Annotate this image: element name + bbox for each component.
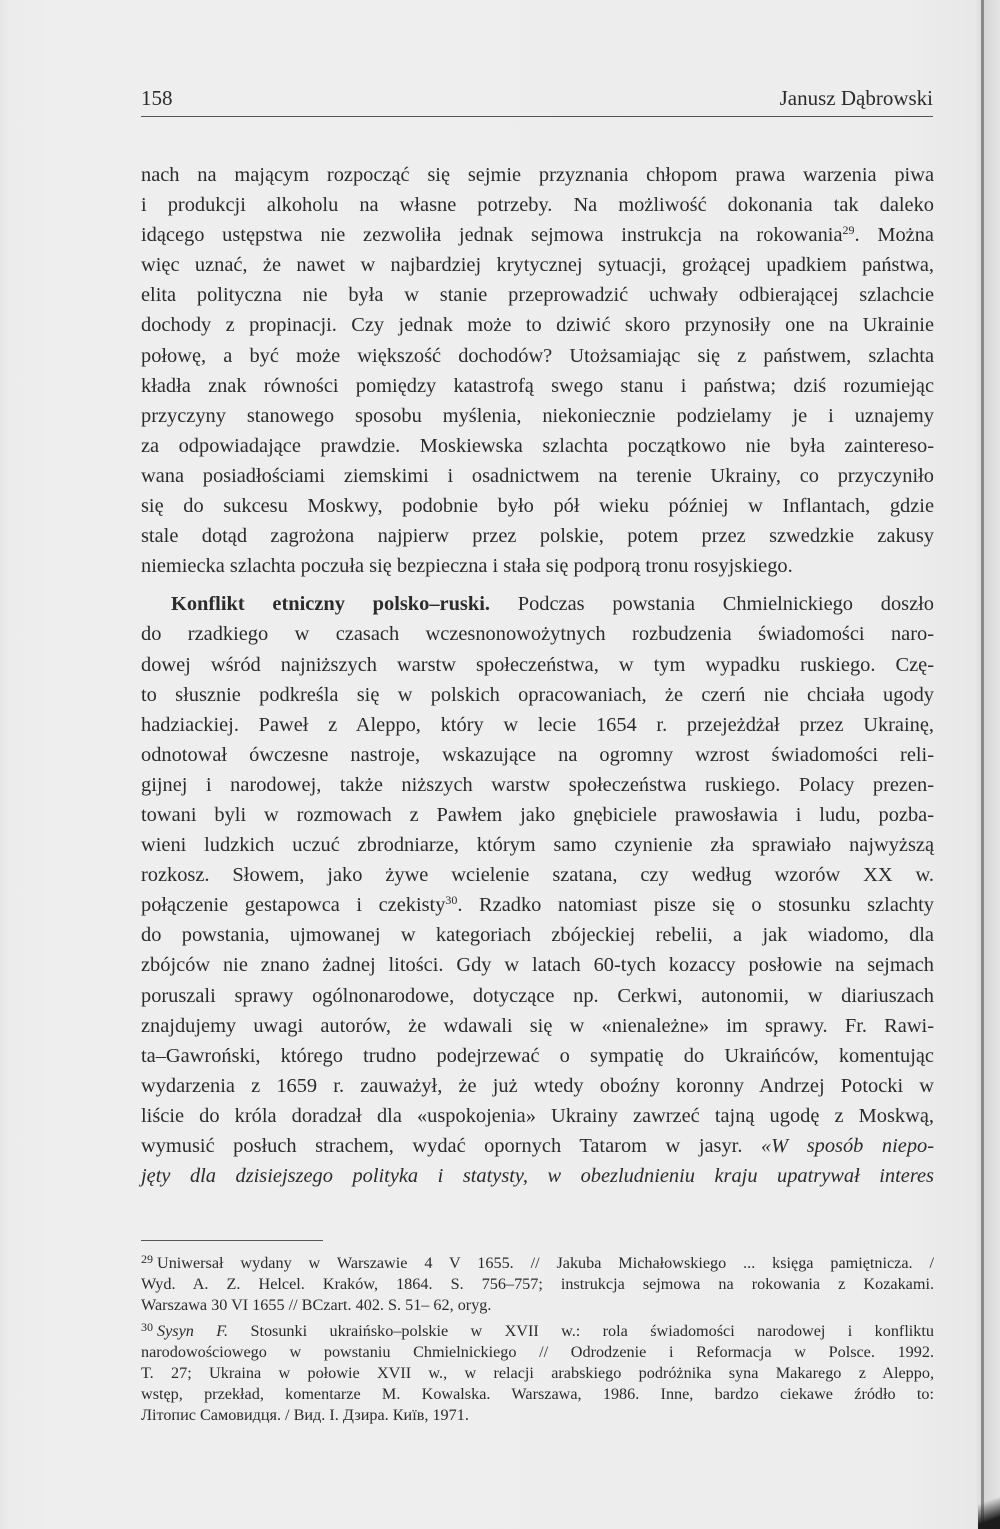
- text-line: znajdujemy uwagi autorów, że wdawali się w «nienależne» im sprawy. Fr. Rawi-: [141, 1014, 934, 1037]
- footnote-ref-30[interactable]: 30: [445, 893, 458, 908]
- text-line: hadziackiej. Paweł z Aleppo, który w lecie 1654 r. przejeżdżał przez Ukrainę,: [141, 713, 934, 736]
- footnote-line: wstęp, przekład, komentarze M. Kowalska. Warszawa, 1986. Inne, bardzo ciekawe źródło to:: [141, 1385, 934, 1404]
- text-line: i produkcji alkoholu na własne potrzeby. Na możliwość dokonania tak daleko: [141, 194, 934, 217]
- footnote-ref-29[interactable]: 29: [842, 223, 855, 238]
- footnote-29: [141, 1249, 934, 1317]
- text-line: gijnej i narodowej, także niższych warstw społeczeństwa ruskiego. Polacy prezen-: [141, 773, 934, 796]
- section-heading: Konflikt etniczny polsko–ruski.: [171, 593, 490, 616]
- text-line: wana posiadłościami ziemskimi i osadnictwem na terenie Ukrainy, co przyczyniło: [141, 464, 934, 487]
- footnote-line: Warszawa 30 VI 1655 // BCzart. 402. S. 51– 62, oryg.: [141, 1296, 492, 1315]
- main-text: [141, 160, 934, 1191]
- footnote-separator: [141, 1240, 323, 1241]
- text-line: do rzadkiego w czasach wczesnonowożytnych rozbudzenia świadomości naro-: [141, 623, 934, 646]
- text-line: [141, 1131, 934, 1161]
- footnote-30: [141, 1317, 934, 1427]
- text-fragment: Uniwersał wydany w Warszawie 4 V 1655. // Jakuba Michałowskiego ... księga pamiętnicza. /: [157, 1254, 934, 1272]
- text-line: wydarzenia z 1659 r. zauważył, że już wtedy oboźny koronny Andrzej Potocki w: [141, 1074, 934, 1097]
- page-number: 158: [141, 86, 173, 110]
- text-line: [141, 220, 934, 250]
- running-head-author: Janusz Dąbrowski: [779, 86, 933, 110]
- text-line: kładła znak równości pomiędzy katastrofą swego stanu i państwa; dziś rozumiejąc: [141, 374, 934, 397]
- text-line: poruszali sprawy ogólnonarodowe, dotyczące np. Cerkwi, autonomii, w diariuszach: [141, 984, 934, 1007]
- footnote-author: Sysyn F.: [157, 1321, 229, 1340]
- text-line: rozkosz. Słowem, jako żywe wcielenie szatana, czy według wzorów XX w.: [141, 864, 934, 887]
- text-line-quotation: jęty dla dzisiejszego polityka i statysty, w obezludnieniu kraju upatrywał interes: [141, 1165, 934, 1188]
- text-line: przyczyny stanowego sposobu myślenia, niekoniecznie podzielamy je i uznajemy: [141, 404, 934, 427]
- corner-shadow: [978, 1490, 1000, 1529]
- text-line: wieni ludzkich uczuć zbrodniarze, którym samo czynienie zła sprawiało najwyższą: [141, 834, 934, 857]
- paragraph-ethnic-conflict: [141, 589, 934, 1191]
- text-line: towani byli w rozmowach z Pawłem jako gnębiciele prawosławia i ludu, pozba-: [141, 803, 934, 826]
- text-line: dowej wśród najniższych warstw społeczeństwa, w tym wypadku ruskiego. Czę-: [141, 653, 934, 676]
- text-line: [141, 589, 934, 619]
- footnote-line: [141, 1249, 934, 1274]
- text-line: się do sukcesu Moskwy, podobnie było pół wieku później w Inflantach, gdzie: [141, 495, 934, 518]
- text-line: to słusznie podkreśla się w polskich opracowaniach, że czerń nie chciała ugody: [141, 683, 934, 706]
- paragraph-propination: [141, 160, 934, 581]
- footnote-line: T. 27; Ukraina w połowie XVII w., w relacji arabskiego podróżnika syna Makarego z Aleppo,: [141, 1364, 934, 1383]
- footnote-line: Wyd. A. Z. Helcel. Kraków, 1864. S. 756–757; instrukcja sejmowa na rokowania z Kozakami.: [141, 1275, 934, 1294]
- text-fragment: . Można: [854, 224, 934, 247]
- text-fragment: . Rzadko natomiast pisze się o stosunku szlachty: [457, 894, 934, 917]
- text-line: nach na mającym rozpocząć się sejmie przyznania chłopom prawa warzenia piwa: [141, 164, 934, 186]
- text-line: niemiecka szlachta poczuła się bezpieczna i stała się podporą tronu rosyjskiego.: [141, 555, 793, 578]
- text-line: dochody z propinacji. Czy jednak może to dziwić skoro przynosiły one na Ukrainie: [141, 314, 934, 337]
- footnotes: [141, 1249, 934, 1427]
- footnote-number: 30: [141, 1319, 153, 1334]
- text-line: [141, 890, 934, 920]
- text-line: ta–Gawroński, którego trudno podejrzewać o sympatię do Ukraińców, komentując: [141, 1044, 934, 1067]
- text-line: stale dotąd zagrożona najpierw przez polskie, potem przez szwedzkie zakusy: [141, 525, 934, 548]
- footnote-number: 29: [141, 1252, 153, 1266]
- text-line: zbójców nie znano żadnej litości. Gdy w latach 60-tych kozaccy posłowie na sejmach: [141, 954, 934, 977]
- text-fragment: idącego ustępstwa nie zezwoliła jednak sejmowa instrukcja na rokowania: [141, 224, 843, 247]
- text-fragment: wymusić posłuch strachem, wydać opornych Tatarom w jasyr.: [141, 1135, 761, 1157]
- text-line: odnotował ówczesne nastroje, wskazujące na ogromny wzrost świadomości reli-: [141, 743, 934, 766]
- text-line: za odpowiadające prawdzie. Moskiewska szlachta początkowo nie była zaintereso-: [141, 434, 934, 457]
- running-header: [141, 86, 933, 117]
- text-line: elita polityczna nie była w stanie przeprowadzić uchwały odbierającej szlachcie: [141, 284, 934, 307]
- quotation: «W sposób niepo-: [760, 1135, 935, 1157]
- footnote-line: [141, 1317, 934, 1342]
- text-line: do powstania, ujmowanej w kategoriach zbójeckiej rebelii, a jak wiadomo, dla: [141, 924, 934, 947]
- footnote-line: Літопис Самовидця. / Вид. І. Дзира. Київ, 1971.: [141, 1406, 469, 1425]
- text-line: liście do króla doradzał dla «uspokojenia» Ukrainy zawrzeć tajną ugodę z Moskwą,: [141, 1104, 934, 1127]
- text-fragment: Podczas powstania Chmielnickiego doszło: [489, 593, 935, 616]
- text-fragment: połączenie gestapowca i czekisty: [141, 894, 446, 917]
- text-line: połowę, a być może większość dochodów? Utożsamiając się z państwem, szlachta: [141, 344, 934, 367]
- footnote-line: narodowościowego w powstaniu Chmielnickiego // Odrodzenie i Reformacja w Polsce. 1992.: [141, 1342, 934, 1361]
- text-line: więc uznać, że nawet w najbardziej krytycznej sytuacji, grożącej upadkiem państwa,: [141, 254, 934, 277]
- adjacent-page-edge: [984, 0, 1000, 1529]
- text-fragment: Stosunki ukraińsko–polskie w XVII w.: rola świadomości narodowej i konfliktu: [228, 1321, 934, 1340]
